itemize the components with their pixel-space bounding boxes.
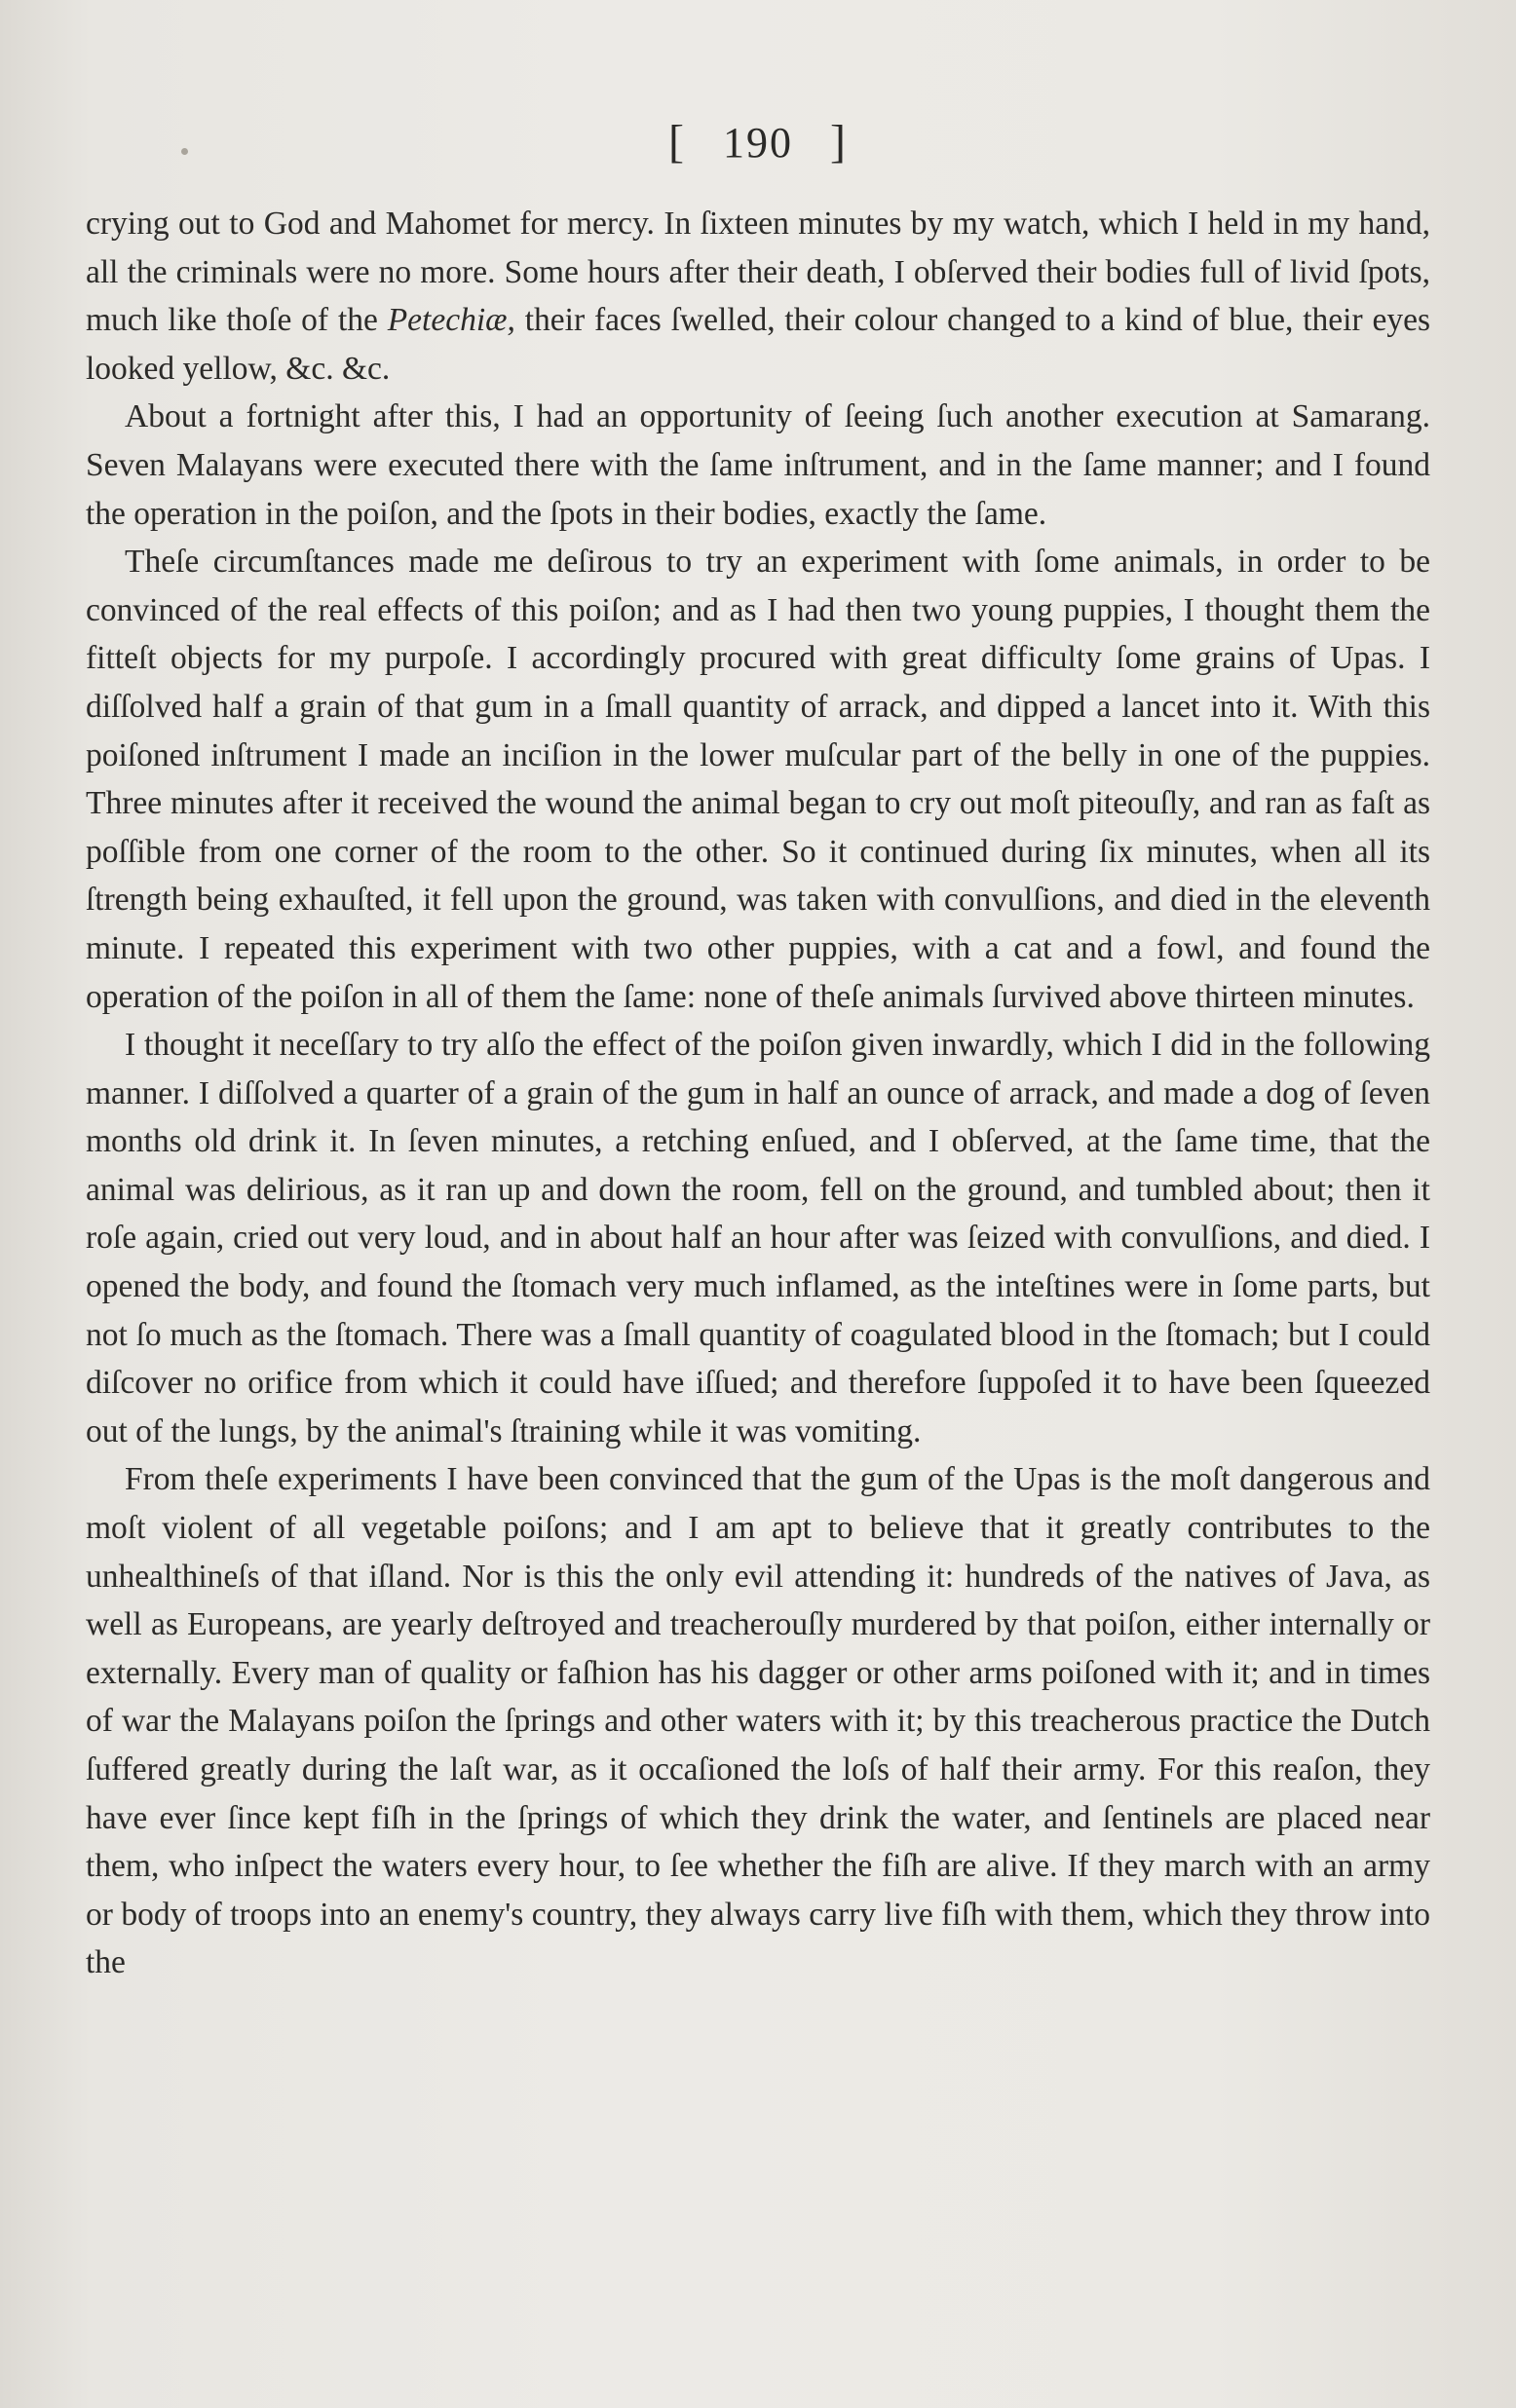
paragraph-2: About a fortnight after this, I had an opportunity of ſeeing ſuch another execution at Samarang. Seven Malayans were executed there with the ſame inſtrument, and in the ſame manner; and I found the operation in the poiſon, and the ſpots in their bodies, exactly the ſame. bbox=[86, 398, 1430, 532]
page-number-open-bracket: [ bbox=[668, 116, 686, 168]
paragraph-1-italic-term: Petechiæ, bbox=[387, 302, 515, 339]
page-number-close-bracket: ] bbox=[830, 116, 848, 168]
page-number bbox=[0, 115, 1516, 169]
page-number-value: 190 bbox=[723, 119, 793, 167]
paragraph-4: I thought it neceſſary to try alſo the effect of the poiſon given inwardly, which I did in the following manner. I diſſolved a quarter of a grain of the gum in half an ounce of arrack, and made a dog of ſeven months old drink it. In ſeven minutes, a retching enſued, and I obſerved, at the ſame time, that the animal was delirious, as it ran up and down the room, fell on the ground, and tumbled about; then it roſe again, cried out very loud, and in about half an hour after was ſeized with convulſions, and died. I opened the body, and found the ſtomach very much inflamed, as the inteſtines were in ſome parts, but not ſo much as the ſtomach. There was a ſmall quantity of coagulated blood in the ſtomach; but I could diſcover no orifice from which it could have iſſued; and therefore ſuppoſed it to have been ſqueezed out of the lungs, by the animal's ſtraining while it was vomiting. bbox=[86, 1027, 1430, 1449]
paragraph-1 bbox=[86, 200, 1430, 393]
paragraph-5: From theſe experiments I have been convinced that the gum of the Upas is the moſt dangerous and moſt violent of all vegetable poiſons; and I am apt to believe that it greatly contributes to the unhealthineſs of that iſland. Nor is this the only evil attending it: hundreds of the natives of Java, as well as Europeans, are yearly deſtroyed and treacherouſly murdered by that poiſon, either internally or externally. Every man of quality or faſhion has his dagger or other arms poiſoned with it; and in times of war the Malayans poiſon the ſprings and other waters with it; by this treacherous practice the Dutch ſuffered greatly during the laſt war, as it occaſioned the loſs of half their army. For this reaſon, they have ever ſince kept fiſh in the ſprings of which they drink the water, and ſentinels are placed near them, who inſpect the waters every hour, to ſee whether the fiſh are alive. If they march with an army or body of troops into an enemy's country, they always carry live fiſh with them, which they throw into the bbox=[86, 1461, 1430, 1981]
paragraph-3: Theſe circumſtances made me deſirous to try an experiment with ſome animals, in order to be convinced of the real effects of this poiſon; and as I had then two young puppies, I thought them the fitteſt objects for my purpoſe. I accordingly procured with great difficulty ſome grains of Upas. I diſſolved half a grain of that gum in a ſmall quantity of arrack, and dipped a lancet into it. With this poiſoned inſtrument I made an inciſion in the lower muſcular part of the belly in one of the puppies. Three minutes after it received the wound the animal began to cry out moſt piteouſly, and ran as faſt as poſſible from one corner of the room to the other. So it continued during ſix minutes, when all its ſtrength being exhauſted, it fell upon the ground, was taken with convulſions, and died in the eleventh minute. I repeated this experiment with two other puppies, with a cat and a fowl, and found the operation of the poiſon in all of them the ſame: none of theſe animals ſurvived above thirteen minutes. bbox=[86, 544, 1430, 1015]
body-text bbox=[86, 200, 1430, 1987]
paragraph-1-text-after: their faces ſwelled, their colour changed to a kind of blue, their eyes looked yellow, &c. &c. bbox=[86, 302, 1430, 387]
paragraph-1-text: crying out to God and Mahomet for mercy. In ſixteen minutes by my watch, which I held in my hand, all the criminals were no more. Some hours after their death, I obſerved their bodies full of livid ſpots, much like thoſe of the bbox=[86, 206, 1430, 339]
